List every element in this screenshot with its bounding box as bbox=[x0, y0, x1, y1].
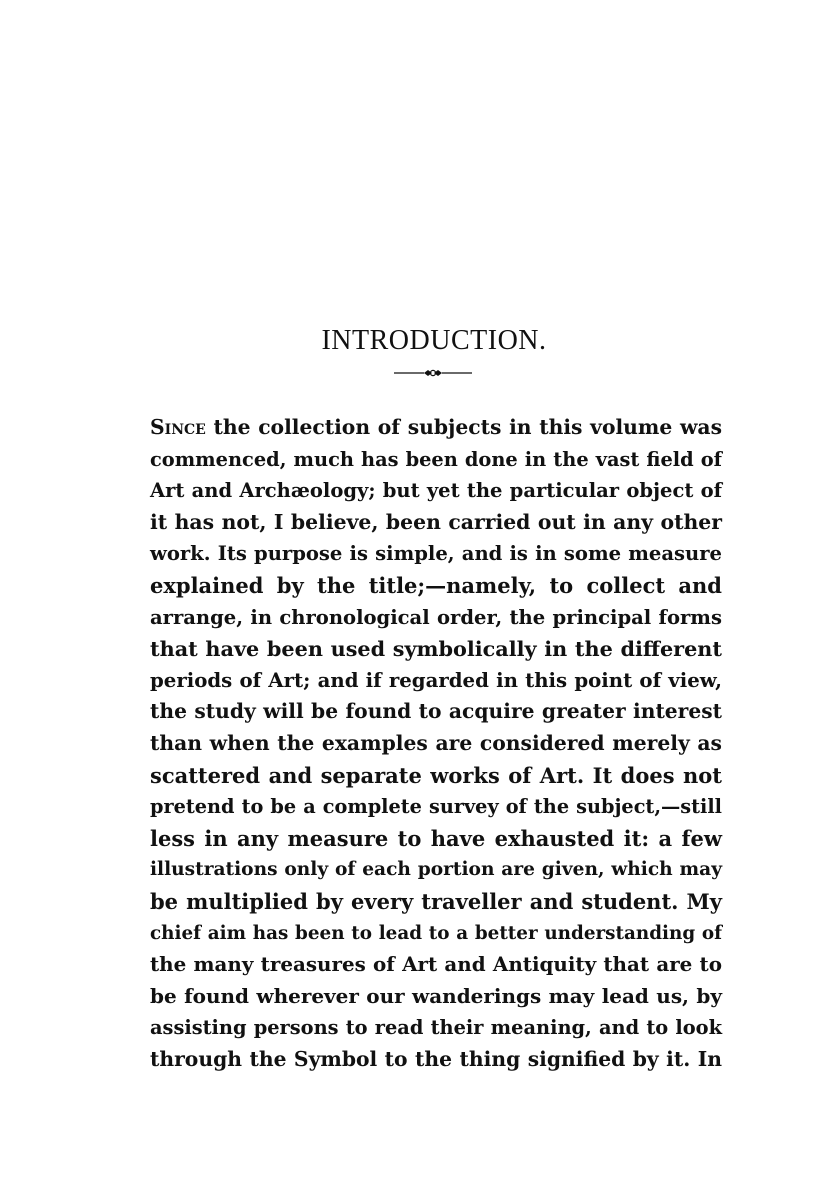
ornamental-rule-icon bbox=[394, 366, 472, 380]
text-line: chief aim has been to lead to a better understanding of bbox=[150, 922, 722, 944]
text-line: commenced, much has been done in the vast field of bbox=[150, 447, 722, 471]
introduction-paragraph bbox=[150, 412, 722, 1075]
opening-word: Since bbox=[150, 415, 206, 439]
text-line: that have been used symbolically in the different bbox=[150, 636, 722, 662]
text-line: Since the collection of subjects in this volume was bbox=[150, 415, 722, 439]
text-line: than when the examples are considered merely as bbox=[150, 730, 722, 755]
text-line: periods of Art; and if regarded in this point of view, bbox=[150, 667, 722, 692]
text-line: be found wherever our wanderings may lead us, by bbox=[150, 983, 722, 1008]
text-line: less in any measure to have exhausted it: a few bbox=[150, 825, 722, 851]
text-line: work. Its purpose is simple, and is in some measure bbox=[150, 542, 722, 566]
text-line: be multiplied by every traveller and student. My bbox=[150, 888, 722, 914]
text-line: assisting persons to read their meaning, and to look bbox=[150, 1016, 722, 1040]
text-line: Art and Archæology; but yet the particular object of bbox=[150, 479, 722, 503]
text-line: scattered and separate works of Art. It does not bbox=[150, 762, 722, 788]
page-title: INTRODUCTION. bbox=[321, 324, 547, 356]
text-line: illustrations only of each portion are given, which may bbox=[150, 859, 722, 881]
text-line: explained by the title;—namely, to collect and bbox=[150, 572, 722, 598]
text-line: the study will be found to acquire greater interest bbox=[150, 699, 722, 724]
text-line: pretend to be a complete survey of the subject,—still bbox=[150, 795, 722, 819]
text-line: it has not, I believe, been carried out in any other bbox=[150, 509, 722, 534]
text-line: the many treasures of Art and Antiquity that are to bbox=[150, 952, 722, 977]
text-line: arrange, in chronological order, the principal forms bbox=[150, 605, 722, 629]
text-line: through the Symbol to the thing signified by it. In bbox=[150, 1046, 722, 1071]
